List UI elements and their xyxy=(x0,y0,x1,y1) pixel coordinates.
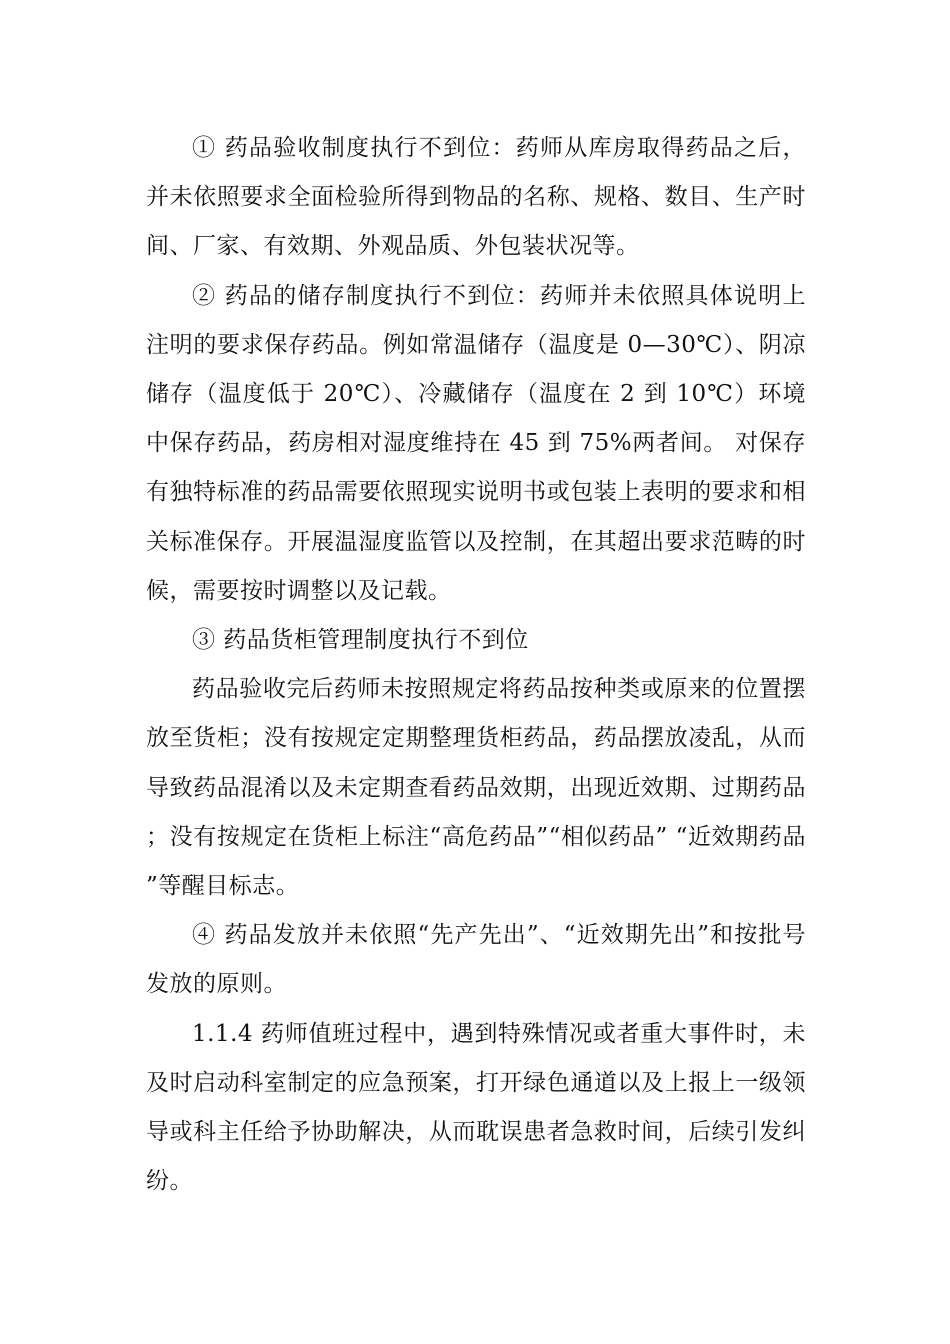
paragraph-duty-emergency: 1.1.4 药师值班过程中，遇到特殊情况或者重大事件时，未及时启动科室制定的应急预案，打开绿色通道以及上报上一级领导或科主任给予协助解决，从而耽误患者急救时间，后续引发纠纷。 xyxy=(146,1020,806,1195)
paragraph-acceptance-system: ① 药品验收制度执行不到位：药师从库房取得药品之后，并未依照要求全面检验所得到物品的名称、规格、数目、生产时间、厂家、有效期、外观品质、外包装状况等。 xyxy=(146,135,806,260)
paragraph-dispensing-principle: ④ 药品发放并未依照“先产先出”、“近效期先出”和按批号发放的原则。 xyxy=(146,922,806,998)
paragraph-cabinet-heading: ③ 药品货柜管理制度执行不到位 xyxy=(192,627,529,654)
document-body xyxy=(146,124,806,1206)
paragraph-storage-system: ② 药品的储存制度执行不到位：药师并未依照具体说明上注明的要求保存药品。例如常温储存（温度是 0—30℃）、阴凉储存（温度低于 20℃）、冷藏储存（温度在 2 到 10℃）环境中保存药品，药房相对湿度维持在 45 到 75%两者间。 对保存有独特标准的药品需要依照现实说明书或包装上表明的要求和相关标准保存。开展温湿度监管以及控制，在其超出要求范畴的时候，需要按时调整以及记载。 xyxy=(146,282,806,604)
paragraph-cabinet-detail: 药品验收完后药师未按照规定将药品按种类或原来的位置摆放至货柜；没有按规定定期整理货柜药品，药品摆放凌乱，从而导致药品混淆以及未定期查看药品效期，出现近效期、过期药品；没有按规定在货柜上标注“高危药品”“相似药品” “近效期药品”等醒目标志。 xyxy=(146,676,806,900)
